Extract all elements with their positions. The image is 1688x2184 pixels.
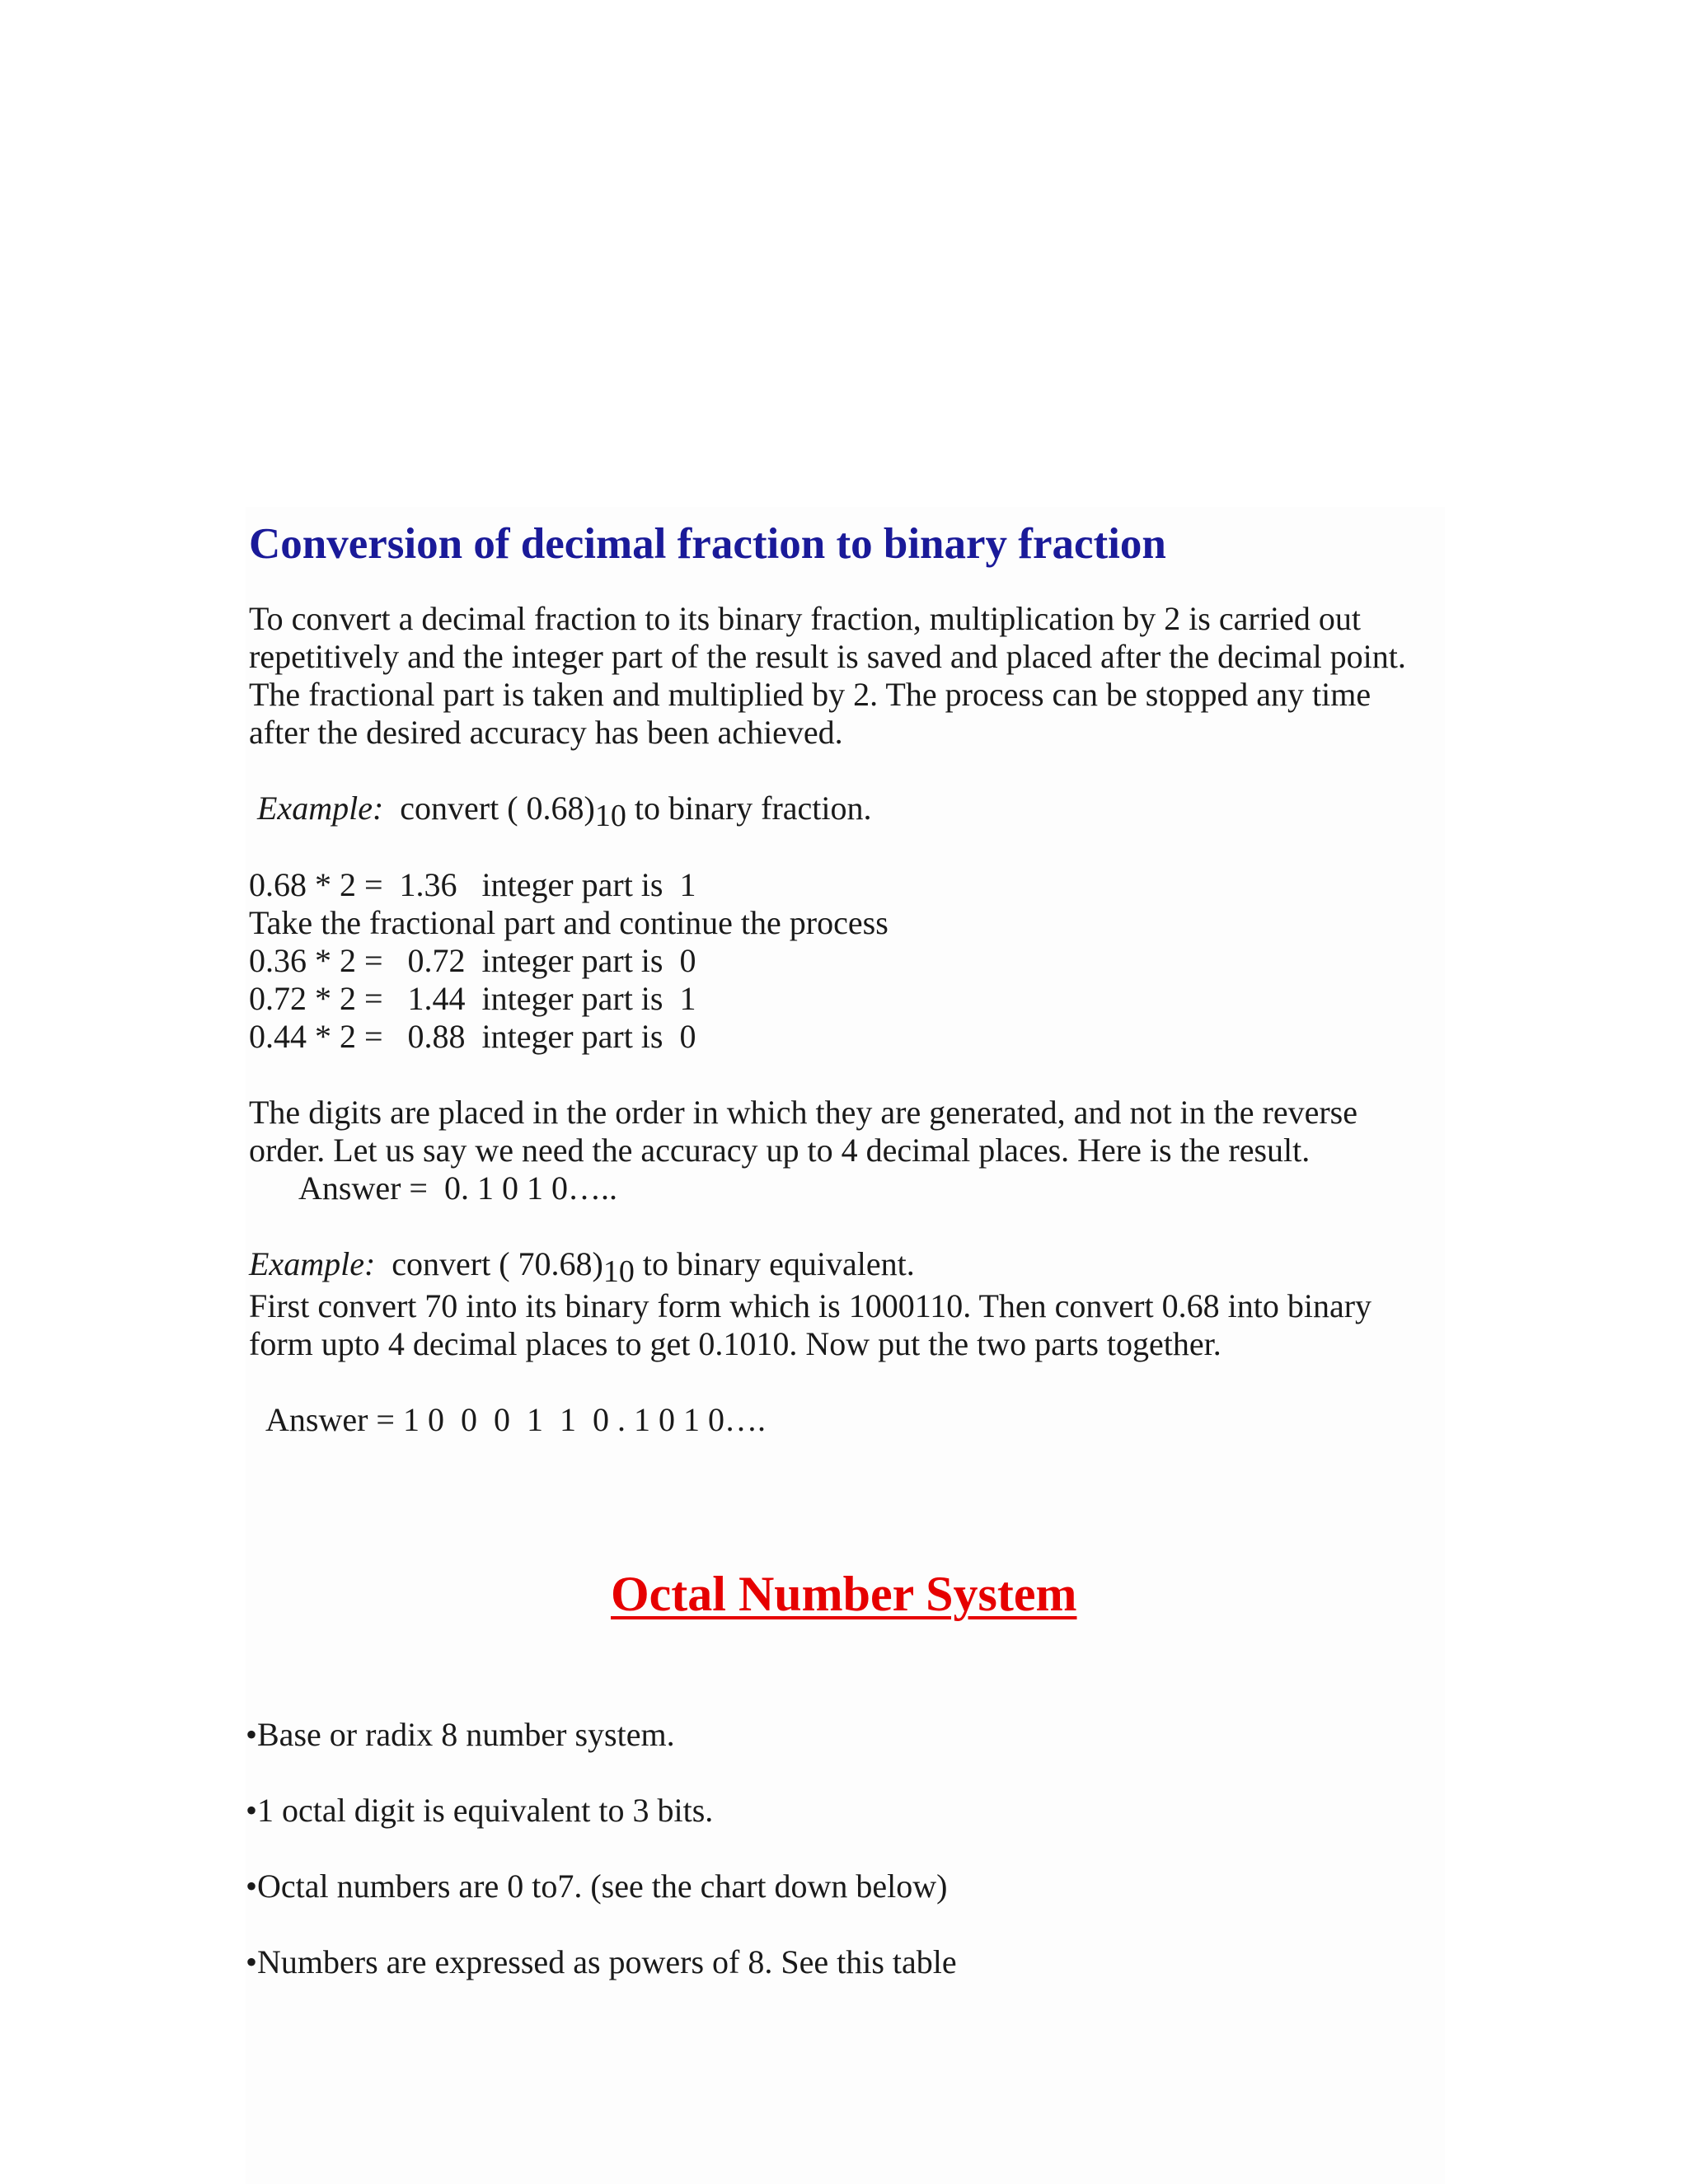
bullet-item: •Octal numbers are 0 to7. (see the chart down below) — [246, 1868, 948, 1905]
order-line: order. Let us say we need the accuracy up to 4 decimal places. Here is the result. — [249, 1132, 1311, 1169]
example-2-line: form upto 4 decimal places to get 0.1010. Now put the two parts together. — [249, 1325, 1221, 1362]
example-2-line: First convert 70 into its binary form which is 1000110. Then convert 0.68 into binary — [249, 1287, 1372, 1324]
document-body — [249, 519, 1452, 1439]
order-line: The digits are placed in the order in which they are generated, and not in the reverse — [249, 1094, 1357, 1131]
example-text: to binary equivalent. — [634, 1245, 915, 1282]
section-heading-decimal-fraction: Conversion of decimal fraction to binary fraction — [249, 520, 1166, 568]
example-text: convert ( 70.68) — [392, 1245, 603, 1282]
example-2 — [249, 1245, 1452, 1289]
calculation-step: 0.68 * 2 = 1.36 integer part is 1 — [249, 866, 696, 903]
example-label: Example: — [257, 790, 384, 827]
section-heading-octal: Octal Number System — [611, 1567, 1077, 1621]
answer-1: Answer = 0. 1 0 1 0….. — [298, 1169, 617, 1207]
intro-line: repetitively and the integer part of the result is saved and placed after the decimal point. — [249, 638, 1406, 675]
intro-line: To convert a decimal fraction to its binary fraction, multiplication by 2 is carried out — [249, 600, 1362, 637]
example-text: to binary fraction. — [626, 790, 872, 827]
intro-line: after the desired accuracy has been achieved. — [249, 714, 843, 751]
answer-2: Answer = 1 0 0 0 1 1 0 . 1 0 1 0…. — [265, 1401, 766, 1438]
example-text: convert ( 0.68) — [400, 790, 595, 827]
intro-paragraph — [249, 600, 1452, 752]
bullet-item: •Base or radix 8 number system. — [246, 1716, 675, 1753]
order-paragraph — [249, 1094, 1452, 1207]
example-label: Example: — [249, 1245, 376, 1282]
calculation-step: 0.72 * 2 = 1.44 integer part is 1 — [249, 980, 696, 1017]
calculation-step: 0.44 * 2 = 0.88 integer part is 0 — [249, 1018, 696, 1055]
calculation-steps — [249, 866, 1452, 1056]
calculation-step: 0.36 * 2 = 0.72 integer part is 0 — [249, 942, 696, 979]
bullet-item: •1 octal digit is equivalent to 3 bits. — [246, 1792, 714, 1829]
base-subscript: 10 — [594, 799, 626, 833]
example-2-explanation — [249, 1287, 1452, 1363]
intro-line: The fractional part is taken and multiplied by 2. The process can be stopped any time — [249, 676, 1372, 713]
calculation-step: Take the fractional part and continue the process — [249, 904, 889, 941]
answer-2-block — [249, 1401, 1452, 1439]
base-subscript: 10 — [603, 1254, 635, 1289]
bullet-item: •Numbers are expressed as powers of 8. See this table — [246, 1943, 957, 1980]
example-1 — [249, 790, 1452, 833]
